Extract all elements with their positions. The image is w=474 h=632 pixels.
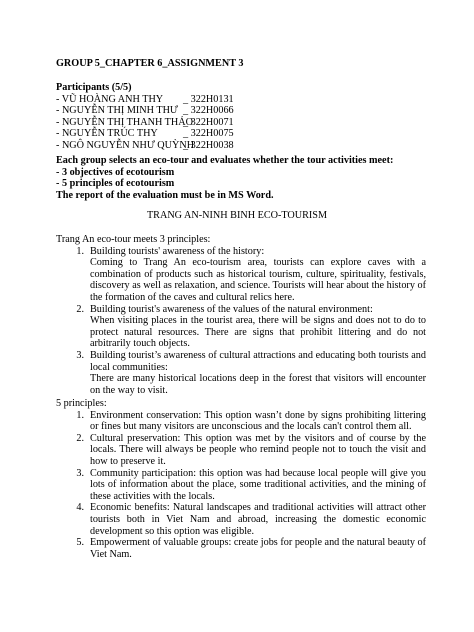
task-line: Each group selects an eco-tour and evaluates whether the tour activities meet: xyxy=(56,155,394,166)
list-item xyxy=(56,537,426,560)
participant-name: - NGUYỄN TRÚC THY xyxy=(56,128,158,140)
list-number: 2. xyxy=(76,303,84,315)
participant-name: - NGUYỄN THỊ MINH THƯ xyxy=(56,105,178,117)
objectives-section xyxy=(56,234,426,396)
list-number: 3. xyxy=(76,467,84,479)
principles-list xyxy=(56,410,426,561)
participant-row xyxy=(56,117,426,129)
list-number: 1. xyxy=(76,409,84,421)
list-number: 2. xyxy=(76,432,84,444)
principle-text: Economic benefits: Natural landscapes and traditional activities will attract other tourists both in Viet Nam and abroad, increasing the domestic economic development so this option was eligible. xyxy=(90,502,426,537)
list-number: 1. xyxy=(76,245,84,257)
list-number: 4. xyxy=(76,502,84,514)
list-item xyxy=(56,304,426,350)
objective-detail: When visiting places in the tourist area, there will be signs and does not to do to protect natural resources. There are signs that prohibit littering and do not arbitrarily touch objects. xyxy=(90,315,426,350)
participant-id: _ 322H0131 xyxy=(183,93,234,105)
objective-title: Building tourist’s awareness of cultural attractions and educating both tourists and local communities: xyxy=(90,349,426,373)
participant-name: - NGÔ NGUYỄN NHƯ QUỲNH xyxy=(56,139,195,151)
list-item-body xyxy=(90,350,426,396)
participant-id: _ 322H0071 xyxy=(183,116,234,128)
list-item xyxy=(56,468,426,503)
participants-section xyxy=(56,82,426,152)
principle-text: Empowerment of valuable groups: create jobs for people and the natural beauty of Viet Nam. xyxy=(90,537,426,560)
list-item xyxy=(56,246,426,304)
objective-title: Building tourist's awareness of the values of the natural environment: xyxy=(90,303,373,315)
list-item xyxy=(56,350,426,396)
participant-row xyxy=(56,94,426,106)
participant-id: _ 322H0066 xyxy=(183,105,234,117)
participant-name: - NGUYỄN THỊ THANH THẢO xyxy=(56,116,193,128)
list-number: 3. xyxy=(76,349,84,361)
principle-text: Community participation: this option was had because local people will give you lots of information about the place, some traditional activities, and the mining of these activities with the locals. xyxy=(90,467,426,502)
list-number: 5. xyxy=(76,537,84,549)
participants-header: Participants (5/5) xyxy=(56,82,132,93)
objectives-list xyxy=(56,246,426,397)
list-item xyxy=(56,502,426,537)
task-line: - 5 principles of ecotourism xyxy=(56,178,175,190)
list-item-body xyxy=(90,304,426,350)
participant-row xyxy=(56,128,426,140)
participant-row xyxy=(56,140,426,152)
section-title: TRANG AN-NINH BINH ECO-TOURISM xyxy=(146,210,328,221)
participant-id: _ 322H0075 xyxy=(183,128,234,140)
participant-name: - VŨ HOÀNG ANH THY xyxy=(56,93,164,105)
principle-text: Environment conservation: This option wasn’t done by signs prohibiting littering or fines but many visitors are unconscious and the locals can't control them all. xyxy=(90,409,426,433)
objectives-intro: Trang An eco-tour meets 3 principles: xyxy=(56,234,211,245)
principles-header: 5 principles: xyxy=(56,398,107,409)
list-item xyxy=(56,433,426,468)
objective-detail: There are many historical locations deep in the forest that visitors will encounter on the way to visit. xyxy=(90,373,426,396)
objective-detail: Coming to Trang An eco-tourism area, tourists can explore caves with a combination of products such as historical tourism, culture, spirituality, festivals, discovery as well as relaxation, and science. Tourists will hear about the history of the formation of the caves and cultural relics here. xyxy=(90,257,426,303)
task-line: The report of the evaluation must be in MS Word. xyxy=(56,189,274,201)
task-description xyxy=(56,155,426,201)
task-line: - 3 objectives of ecotourism xyxy=(56,166,175,178)
document-title: GROUP 5_CHAPTER 6_ASSIGNMENT 3 xyxy=(56,58,244,69)
list-item xyxy=(56,410,426,433)
principles-section xyxy=(56,398,426,560)
objective-title: Building tourists' awareness of the history: xyxy=(90,245,265,257)
principle-text: Cultural preservation: This option was met by the visitors and of course by the locals. There will always be people who remind people not to touch the visit and how to preserve it. xyxy=(90,432,426,467)
participant-id: _ 322H0038 xyxy=(183,139,234,151)
participant-row xyxy=(56,105,426,117)
list-item-body xyxy=(90,246,426,304)
